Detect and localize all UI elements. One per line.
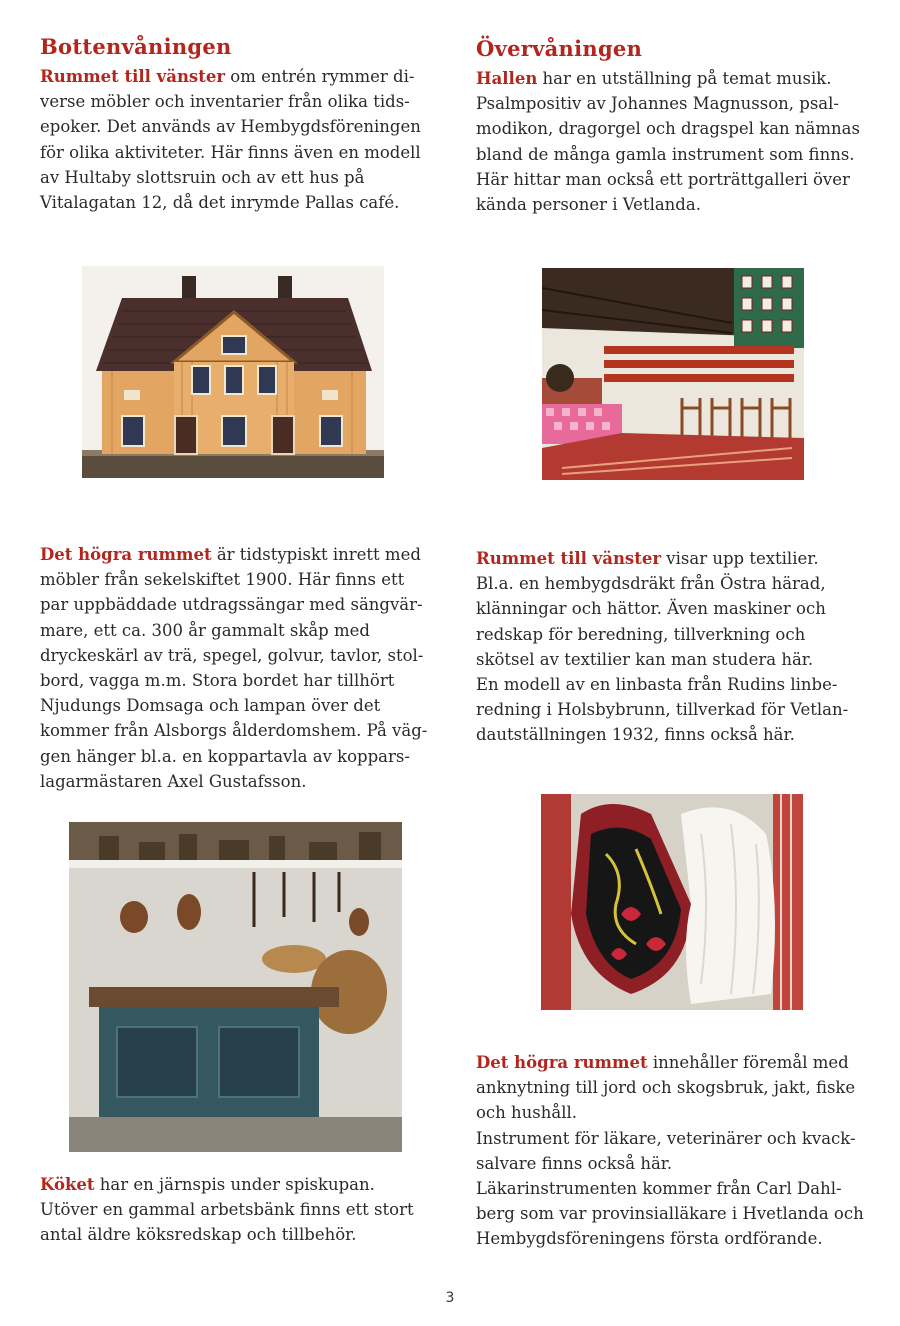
text-line: har en utställning på temat musik.: [537, 69, 832, 88]
section-rummet-till-vanster-bv: [40, 64, 460, 215]
lead-label: Rummet till vänster: [476, 549, 662, 568]
heading-bottenvaningen: Bottenvåningen: [40, 34, 232, 59]
section-det-hogra-rummet-ov: [476, 1050, 891, 1252]
text-line: lagarmästaren Axel Gustafsson.: [40, 771, 307, 791]
page-number: 3: [445, 1290, 455, 1306]
text-line: Njudungs Domsaga och lampan över det: [40, 696, 381, 716]
photo-kitchen: [69, 822, 402, 1152]
text-line: berg som var provinsialläkare i Hvetlanda och: [476, 1204, 864, 1224]
text-line: epoker. Det används av Hembygdsföreningen: [40, 117, 421, 137]
text-line: bland de många gamla instrument som finns.: [476, 144, 855, 164]
text-line: innehåller föremål med: [647, 1053, 849, 1072]
text-line: och hushåll.: [476, 1103, 578, 1123]
section-koket: [40, 1172, 460, 1248]
text-line: Bl.a. en hembygdsdräkt från Östra härad,: [476, 574, 826, 594]
heading-overvaningen: Övervåningen: [476, 36, 643, 61]
text-line: för olika aktiviteter. Här finns även en modell: [40, 142, 421, 162]
text-line: dryckeskärl av trä, spegel, golvur, tavlor, stol-: [40, 645, 424, 665]
lead-label: Hallen: [476, 69, 538, 88]
text-line: Läkarinstrumenten kommer från Carl Dahl-: [476, 1179, 842, 1199]
text-line: antal äldre köksredskap och tillbehör.: [40, 1225, 357, 1245]
text-line: har en järnspis under spiskupan.: [94, 1175, 375, 1194]
section-det-hogra-rummet-bv: [40, 542, 460, 794]
text-line: Vitalagatan 12, då det inrymde Pallas café.: [40, 193, 400, 213]
text-line: skötsel av textilier kan man studera här.: [476, 649, 814, 669]
text-line: är tidstypiskt inrett med: [211, 545, 421, 564]
text-line: mare, ett ca. 300 år gammalt skåp med: [40, 620, 370, 640]
text-line: kända personer i Vetlanda.: [476, 195, 701, 215]
lead-label: Det högra rummet: [476, 1053, 648, 1072]
text-line: modikon, dragorgel och dragspel kan nämnas: [476, 119, 860, 139]
photo-hall: [542, 268, 804, 480]
text-line: av Hultaby slottsruin och av ett hus på: [40, 167, 365, 187]
text-line: dautställningen 1932, finns också här.: [476, 725, 795, 745]
text-line: bord, vagga m.m. Stora bordet har tillhört: [40, 671, 395, 691]
text-line: verse möbler och inventarier från olika tids-: [40, 92, 410, 112]
text-line: Hembygdsföreningens första ordförande.: [476, 1229, 823, 1249]
text-line: par uppbäddade utdragssängar med sängvär-: [40, 595, 423, 615]
lead-label: Rummet till vänster: [40, 67, 226, 86]
section-hallen: [476, 66, 891, 217]
text-line: salvare finns också här.: [476, 1153, 673, 1173]
text-line: redskap för beredning, tillverkning och: [476, 624, 806, 644]
text-line: redning i Holsbybrunn, tillverkad för Vetlan-: [476, 700, 849, 720]
text-line: Utöver en gammal arbetsbänk finns ett stort: [40, 1200, 414, 1220]
lead-label: Det högra rummet: [40, 545, 212, 564]
text-line: klänningar och hättor. Även maskiner och: [476, 599, 826, 619]
photo-model-house: [82, 266, 384, 478]
text-line: Psalmpositiv av Johannes Magnusson, psal-: [476, 94, 839, 114]
text-line: visar upp textilier.: [661, 549, 819, 568]
text-line: Här hittar man också ett porträttgalleri över: [476, 169, 850, 189]
text-line: En modell av en linbasta från Rudins linbe-: [476, 675, 838, 695]
text-line: gen hänger bl.a. en koppartavla av koppars-: [40, 746, 410, 766]
text-line: om entrén rymmer di-: [225, 67, 415, 86]
text-line: möbler från sekelskiftet 1900. Här finns ett: [40, 570, 405, 590]
section-rummet-till-vanster-ov: [476, 546, 891, 748]
photo-textiles: [541, 794, 803, 1010]
text-line: kommer från Alsborgs ålderdomshem. På väg-: [40, 721, 428, 741]
text-line: anknytning till jord och skogsbruk, jakt, fiske: [476, 1078, 856, 1098]
text-line: Instrument för läkare, veterinärer och kvack-: [476, 1128, 856, 1148]
lead-label: Köket: [40, 1175, 95, 1194]
